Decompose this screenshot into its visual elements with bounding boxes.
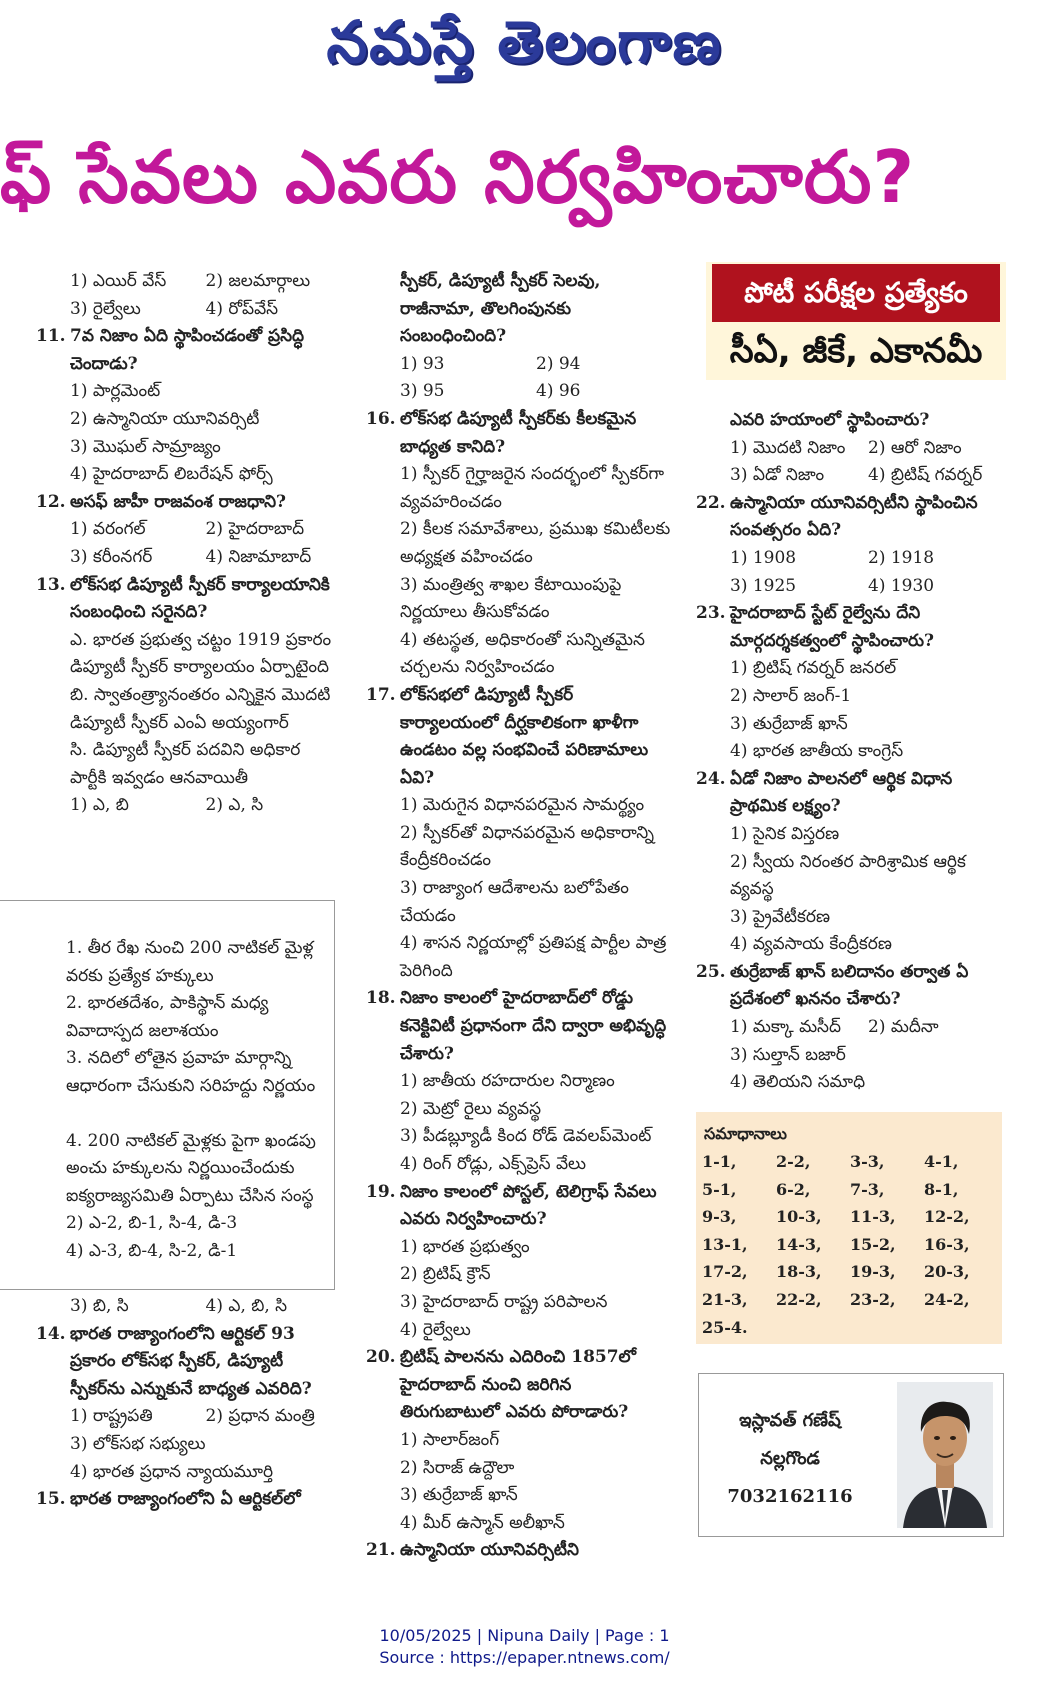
question-text: భారత రాజ్యాంగంలోని ఆర్టికల్ 93 ప్రకారం లోక్‌సభ స్పీకర్, డిప్యూటీ స్పీకర్‌ను ఎన్నుకునే బాధ్యత ఎవరిది? [70,1323,312,1399]
q15-options-row-2 [366,378,672,406]
option: 2) మదీనా [868,1017,939,1038]
option: 1) 93 [400,353,445,374]
option: 3) బి, సి [70,1296,129,1316]
option: 1) పార్లమెంట్ [70,381,161,402]
answer-item: 14-3, [776,1234,822,1254]
answer-item: 21-3, [702,1289,748,1309]
statement: సి. డిప్యూటీ స్పీకర్ పదవిని అధికార పార్టీకి ఇవ్వడం ఆనవాయితీ [70,740,301,788]
option: 3) సుల్తాన్ బజార్ [730,1044,846,1065]
question-number: 22. [696,492,726,513]
option: 2) హైదరాబాద్ [205,519,305,540]
answer-item: 13-1, [702,1234,748,1254]
option: 3) హైదరాబాద్ రాష్ట్ర పరిపాలన [400,1291,608,1312]
option: 4) 1930 [868,575,935,596]
answer-item: 6-2, [776,1179,811,1199]
q22-options-row-1 [696,545,1006,573]
special-section-banner [706,262,1006,380]
option: 4) భారత ప్రధాన న్యాయమూర్తి [70,1461,274,1482]
option: 2) సాలార్ జంగ్-1 [730,685,852,706]
question-number: 23. [696,603,726,624]
question-22 [696,490,1006,545]
answer-item: 12-2, [924,1207,970,1227]
q15-options-row-1 [366,351,672,379]
question-number: 19. [366,1181,396,1202]
author-phone: 7032162116 [727,1486,853,1507]
banner-title: పోటీ పరీక్షల ప్రత్యేకం [712,264,1000,322]
option: 4) ఎ-3, బి-4, సి-2, డి-1 [66,1240,238,1261]
q21-options-row-2 [696,462,1006,490]
matching-box [0,900,335,1290]
question-number: 16. [366,408,396,429]
statement: ఎ. భారత ప్రభుత్వ చట్టం 1919 ప్రకారం డిప్యూటీ స్పీకర్ కార్యాలయం ఏర్పాటైంది [70,629,332,678]
masthead-logo: నమస్తే తెలంగాణ [326,8,723,76]
option: 3) లోక్‌సభ సభ్యులు [70,1433,206,1454]
footer-date-line: 10/05/2025 | Nipuna Daily | Page : 1 [379,1626,670,1645]
answer-item: 1-1, [702,1152,737,1171]
option: 1) స్పీకర్ గైర్హాజరైన సందర్భంలో స్పీకర్‌గా వ్యవహరించడం [400,464,665,512]
q10-options-row-1 [36,268,341,296]
answers-box [696,1112,1002,1344]
option: 3) 1925 [730,575,797,596]
question-text: ఉస్మానియా యూనివర్సిటీని [400,1540,579,1561]
q21-options-row-1 [696,435,1006,463]
option: 2) జలమార్గాలు [205,271,311,291]
question-text: నిజాం కాలంలో పోస్టల్, టెలిగ్రాఫ్ సేవలు ఎవరు నిర్వహించారు? [400,1181,657,1230]
option: 3) మంత్రిత్వ శాఖల కేటాయింపుపై నిర్ణయాలు తీసుకోవడం [400,574,622,623]
option: 2) 94 [536,353,581,374]
option: 4) రింగ్ రోడ్లు, ఎక్స్‌ప్రెస్ వేలు [400,1154,586,1174]
option: 2) ఎ, సి [205,795,264,816]
option: 1) మెరుగైన విధానపరమైన సామర్థ్యం [400,795,645,816]
question-number: 13. [36,574,66,595]
answer-item: 8-1, [924,1179,959,1199]
option: 4) రోప్‌వేస్ [205,298,279,319]
question-16 [366,406,672,461]
question-text: లోక్‌సభలో డిప్యూటీ స్పీకర్ కార్యాలయంలో దీర్ఘకాలికంగా ఖాళీగా ఉండటం వల్ల సంభవించే పరిణామాలు ఏవి? [400,684,649,788]
author-place: నల్లగొండ [760,1448,820,1469]
answer-item: 2-2, [776,1152,811,1171]
option: 3) తుర్రేబాజ్ ఖాన్ [400,1485,518,1506]
answer-item: 4-1, [924,1152,959,1171]
question-number: 20. [366,1347,396,1368]
author-name: ఇస్లావత్ గణేష్ [739,1410,841,1431]
question-number: 17. [366,684,396,705]
option: 1) ఎ, బి [70,795,129,816]
option: 1) సాలార్‌జంగ్ [400,1429,500,1450]
match-item: 4. 200 నాటికల్ మైళ్లకు పైగా ఖండపు అంచు హక్కులను నిర్ణయించేందుకు ఐక్యరాజ్యసమితి ఏర్పాటు చేసిన సంస్థ [66,1130,316,1206]
answer-item: 18-3, [776,1262,822,1282]
footer-source-line: Source : https://epaper.ntnews.com/ [379,1648,670,1667]
question-17 [366,682,672,792]
option: 4) శాసన నిర్ణయాల్లో ప్రతిపక్ష పార్టీల పాత్ర పెరిగింది [400,933,667,981]
question-number: 24. [696,768,726,789]
answer-item: 22-2, [776,1289,822,1309]
option: 4) 96 [536,381,581,402]
question-text: ఏడో నిజాం పాలనలో ఆర్థిక విధాన ప్రాథమిక లక్ష్యం? [730,768,953,817]
question-text: అసఫ్ జాహీ రాజవంశ రాజధాని? [70,491,287,512]
match-item: 2. భారతదేశం, పాకిస్థాన్ మధ్య వివాదాస్పద జలాశయం [66,993,269,1041]
question-text: భారత రాజ్యాంగంలోని ఏ ఆర్టికల్‌లో [70,1489,301,1510]
question-number: 14. [36,1323,66,1344]
column-1 [36,268,341,820]
option: 1) భారత ప్రభుత్వం [400,1236,530,1257]
option: 1) 1908 [730,547,797,568]
option: 3) ప్రైవేటీకరణ [730,906,831,927]
answer-item: 11-3, [850,1207,896,1227]
q14-options-row-1 [36,1403,341,1431]
question-number: 18. [366,988,396,1009]
question-number: 21. [366,1540,396,1561]
option: 1) జాతీయ రహదారుల నిర్మాణం [400,1071,615,1092]
option: 3) రైల్వేలు [70,298,141,319]
option: 3) ఏడో నిజాం [730,465,825,486]
question-text: హైదరాబాద్ స్టేట్ రైల్వేను దేని మార్గదర్శకత్వంలో స్థాపించారు? [730,603,934,651]
column-3 [696,407,1006,1097]
answer-item: 19-3, [850,1262,896,1282]
option: 4) హైదరాబాద్ లిబరేషన్ ఫోర్స్ [70,464,273,485]
answer-item: 10-3, [776,1207,822,1227]
option: 2) ప్రధాన మంత్రి [205,1406,315,1427]
answer-item: 25-4. [702,1317,748,1337]
question-number: 11. [36,326,66,347]
question-11 [36,323,341,378]
option: 4) మీర్ ఉస్మాన్ అలీఖాన్ [400,1512,565,1533]
question-text: బ్రిటిష్ పాలనను ఎదిరించి 1857లో హైదరాబాద్ నుంచి జరిగిన తిరుగుబాటులో ఎవరు పోరాడారు? [400,1347,637,1423]
option: 3) 95 [400,381,445,402]
option: 1) వరంగల్ [70,519,146,540]
answer-item: 24-2, [924,1289,970,1309]
statement: బి. స్వాతంత్ర్యానంతరం ఎన్నికైన మొదటి డిప్యూటీ స్పీకర్ ఎంఏ అయ్యంగార్ [70,684,331,733]
option: 2) ఆరో నిజాం [868,437,962,458]
match-item: 3. నదిలో లోతైన ప్రవాహ మార్గాన్ని ఆధారంగా చేసుకుని సరిహద్దు నిర్ణయం [66,1048,316,1096]
question-number: 25. [696,961,726,982]
option: 1) రాష్ట్రపతి [70,1406,153,1427]
option: 2) ఉస్మానియా యూనివర్సిటీ [70,408,260,429]
question-24 [696,766,1006,821]
question-number: 15. [36,1489,66,1510]
question-23 [696,600,1006,655]
option: 4) రైల్వేలు [400,1319,471,1340]
option: 1) ఎయిర్ వేస్ [70,271,167,291]
answers-grid [702,1148,998,1341]
question-14 [36,1321,341,1404]
option: 2) సిరాజ్ ఉద్దౌలా [400,1457,515,1478]
answer-item: 3-3, [850,1152,885,1171]
option: 3) రాజ్యాంగ ఆదేశాలను బలోపేతం చేయడం [400,878,629,926]
answer-item: 23-2, [850,1289,896,1309]
question-25 [696,959,1006,1014]
matching-box-content [66,935,328,1266]
footer [0,1625,1049,1669]
question-21-continued: ఎవరి హయాంలో స్థాపించారు? [730,410,930,430]
question-19 [366,1179,672,1234]
question-21 [366,1537,672,1565]
q13-options-row-1 [36,792,341,820]
option: 4) తెలియని సమాధి [730,1072,866,1093]
answer-item: 15-2, [850,1234,896,1254]
author-photo-image [897,1382,993,1528]
question-13 [36,572,341,627]
question-18 [366,985,672,1068]
question-text: లోక్‌సభ డిప్యూటీ స్పీకర్ కార్యాలయానికి సంబంధించి సరైనది? [70,574,330,623]
option: 3) మొఘల్ సామ్రాజ్యం [70,436,221,457]
question-text: లోక్‌సభ డిప్యూటీ స్పీకర్‌కు కీలకమైన బాధ్యత కానిది? [400,408,637,457]
author-box [698,1373,1004,1537]
answer-item: 5-1, [702,1179,737,1199]
banner-subtitle: సీఏ, జీకే, ఎకానమీ [729,331,983,371]
question-15 [36,1486,341,1514]
question-text: తుర్రేబాజ్ ఖాన్ బలిదానం తర్వాత ఏ ప్రదేశంలో ఖననం చేశారు? [730,961,969,1010]
option: 4) నిజామాబాద్ [205,546,312,567]
option: 2) స్పీకర్‌తో విధానపరమైన అధికారాన్ని కేంద్రీకరించడం [400,822,655,871]
option: 4) భారత జాతీయ కాంగ్రెస్ [730,741,904,762]
answers-heading: సమాధానాలు [704,1124,787,1143]
question-12 [36,489,341,517]
q12-options-row-2 [36,544,341,572]
option: 2) 1918 [868,547,935,568]
answer-item: 16-3, [924,1234,970,1254]
q25-options-row-1 [696,1014,1006,1042]
option: 3) తుర్రేబాజ్ ఖాన్ [730,713,848,734]
option: 4) ఎ, బి, సి [205,1296,288,1316]
option: 2) బ్రిటిష్ క్రౌన్ [400,1264,491,1285]
answer-item: 9-3, [702,1207,737,1227]
column-1-lower [36,1293,341,1514]
answer-item: 20-3, [924,1262,970,1282]
q10-options-row-2 [36,296,341,324]
option: 3) పీడబ్ల్యూడీ కింద రోడ్ డెవలప్‌మెంట్ [400,1126,652,1147]
question-text: ఉస్మానియా యూనివర్సిటీని స్థాపించిన సంవత్సరం ఏది? [730,492,978,541]
question-20 [366,1344,672,1427]
option: 4) వ్యవసాయ కేంద్రీకరణ [730,934,892,955]
article-headline: ఫ్ సేవలు ఎవరు నిర్వహించారు? [0,135,916,219]
option: 4) తటస్థత, అధికారంతో సున్నితమైన చర్చలను నిర్వహించడం [400,629,645,678]
option: 2) స్వీయ నిరంతర పారిశ్రామిక ఆర్థిక వ్యవస్థ [730,851,966,900]
option: 1) మక్కా మసీద్ [730,1017,841,1038]
option: 4) బ్రిటిష్ గవర్నర్ [868,465,983,486]
option: 1) మొదటి నిజాం [730,437,846,458]
column-2 [366,268,672,1565]
option: 2) కీలక సమావేశాలు, ప్రముఖ కమిటీలకు అధ్యక్షత వహించడం [400,519,671,567]
answer-item: 17-2, [702,1262,748,1282]
question-text: 7వ నిజాం ఏది స్థాపించడంతో ప్రసిద్ధి చెందాడు? [70,326,305,374]
q13-options-row-2 [36,1293,341,1321]
q12-options-row-1 [36,516,341,544]
option: 1) బ్రిటిష్ గవర్నర్ జనరల్ [730,658,897,679]
q22-options-row-2 [696,573,1006,601]
author-photo [897,1382,993,1528]
match-item: 1. తీర రేఖ నుంచి 200 నాటికల్ మైళ్ల వరకు ప్రత్యేక హక్కులు [66,938,314,986]
option: 1) సైనిక విస్తరణ [730,823,840,844]
question-number: 12. [36,491,66,512]
option: 3) కరీంనగర్ [70,546,153,567]
question-text: నిజాం కాలంలో హైదరాబాద్‌లో రోడ్డు కనెక్టివిటీ ప్రధానంగా దేని ద్వారా అభివృద్ధి చేశారు? [400,988,667,1064]
question-15-continued: స్పీకర్, డిప్యూటీ స్పీకర్ సెలవు, రాజీనామా, తొలగింపునకు సంబంధించింది? [400,271,601,347]
option: 2) మెట్రో రైలు వ్యవస్థ [400,1098,542,1119]
option: 2) ఎ-2, బి-1, సి-4, డి-3 [66,1213,238,1234]
answer-item: 7-3, [850,1179,885,1199]
author-details [709,1402,871,1516]
